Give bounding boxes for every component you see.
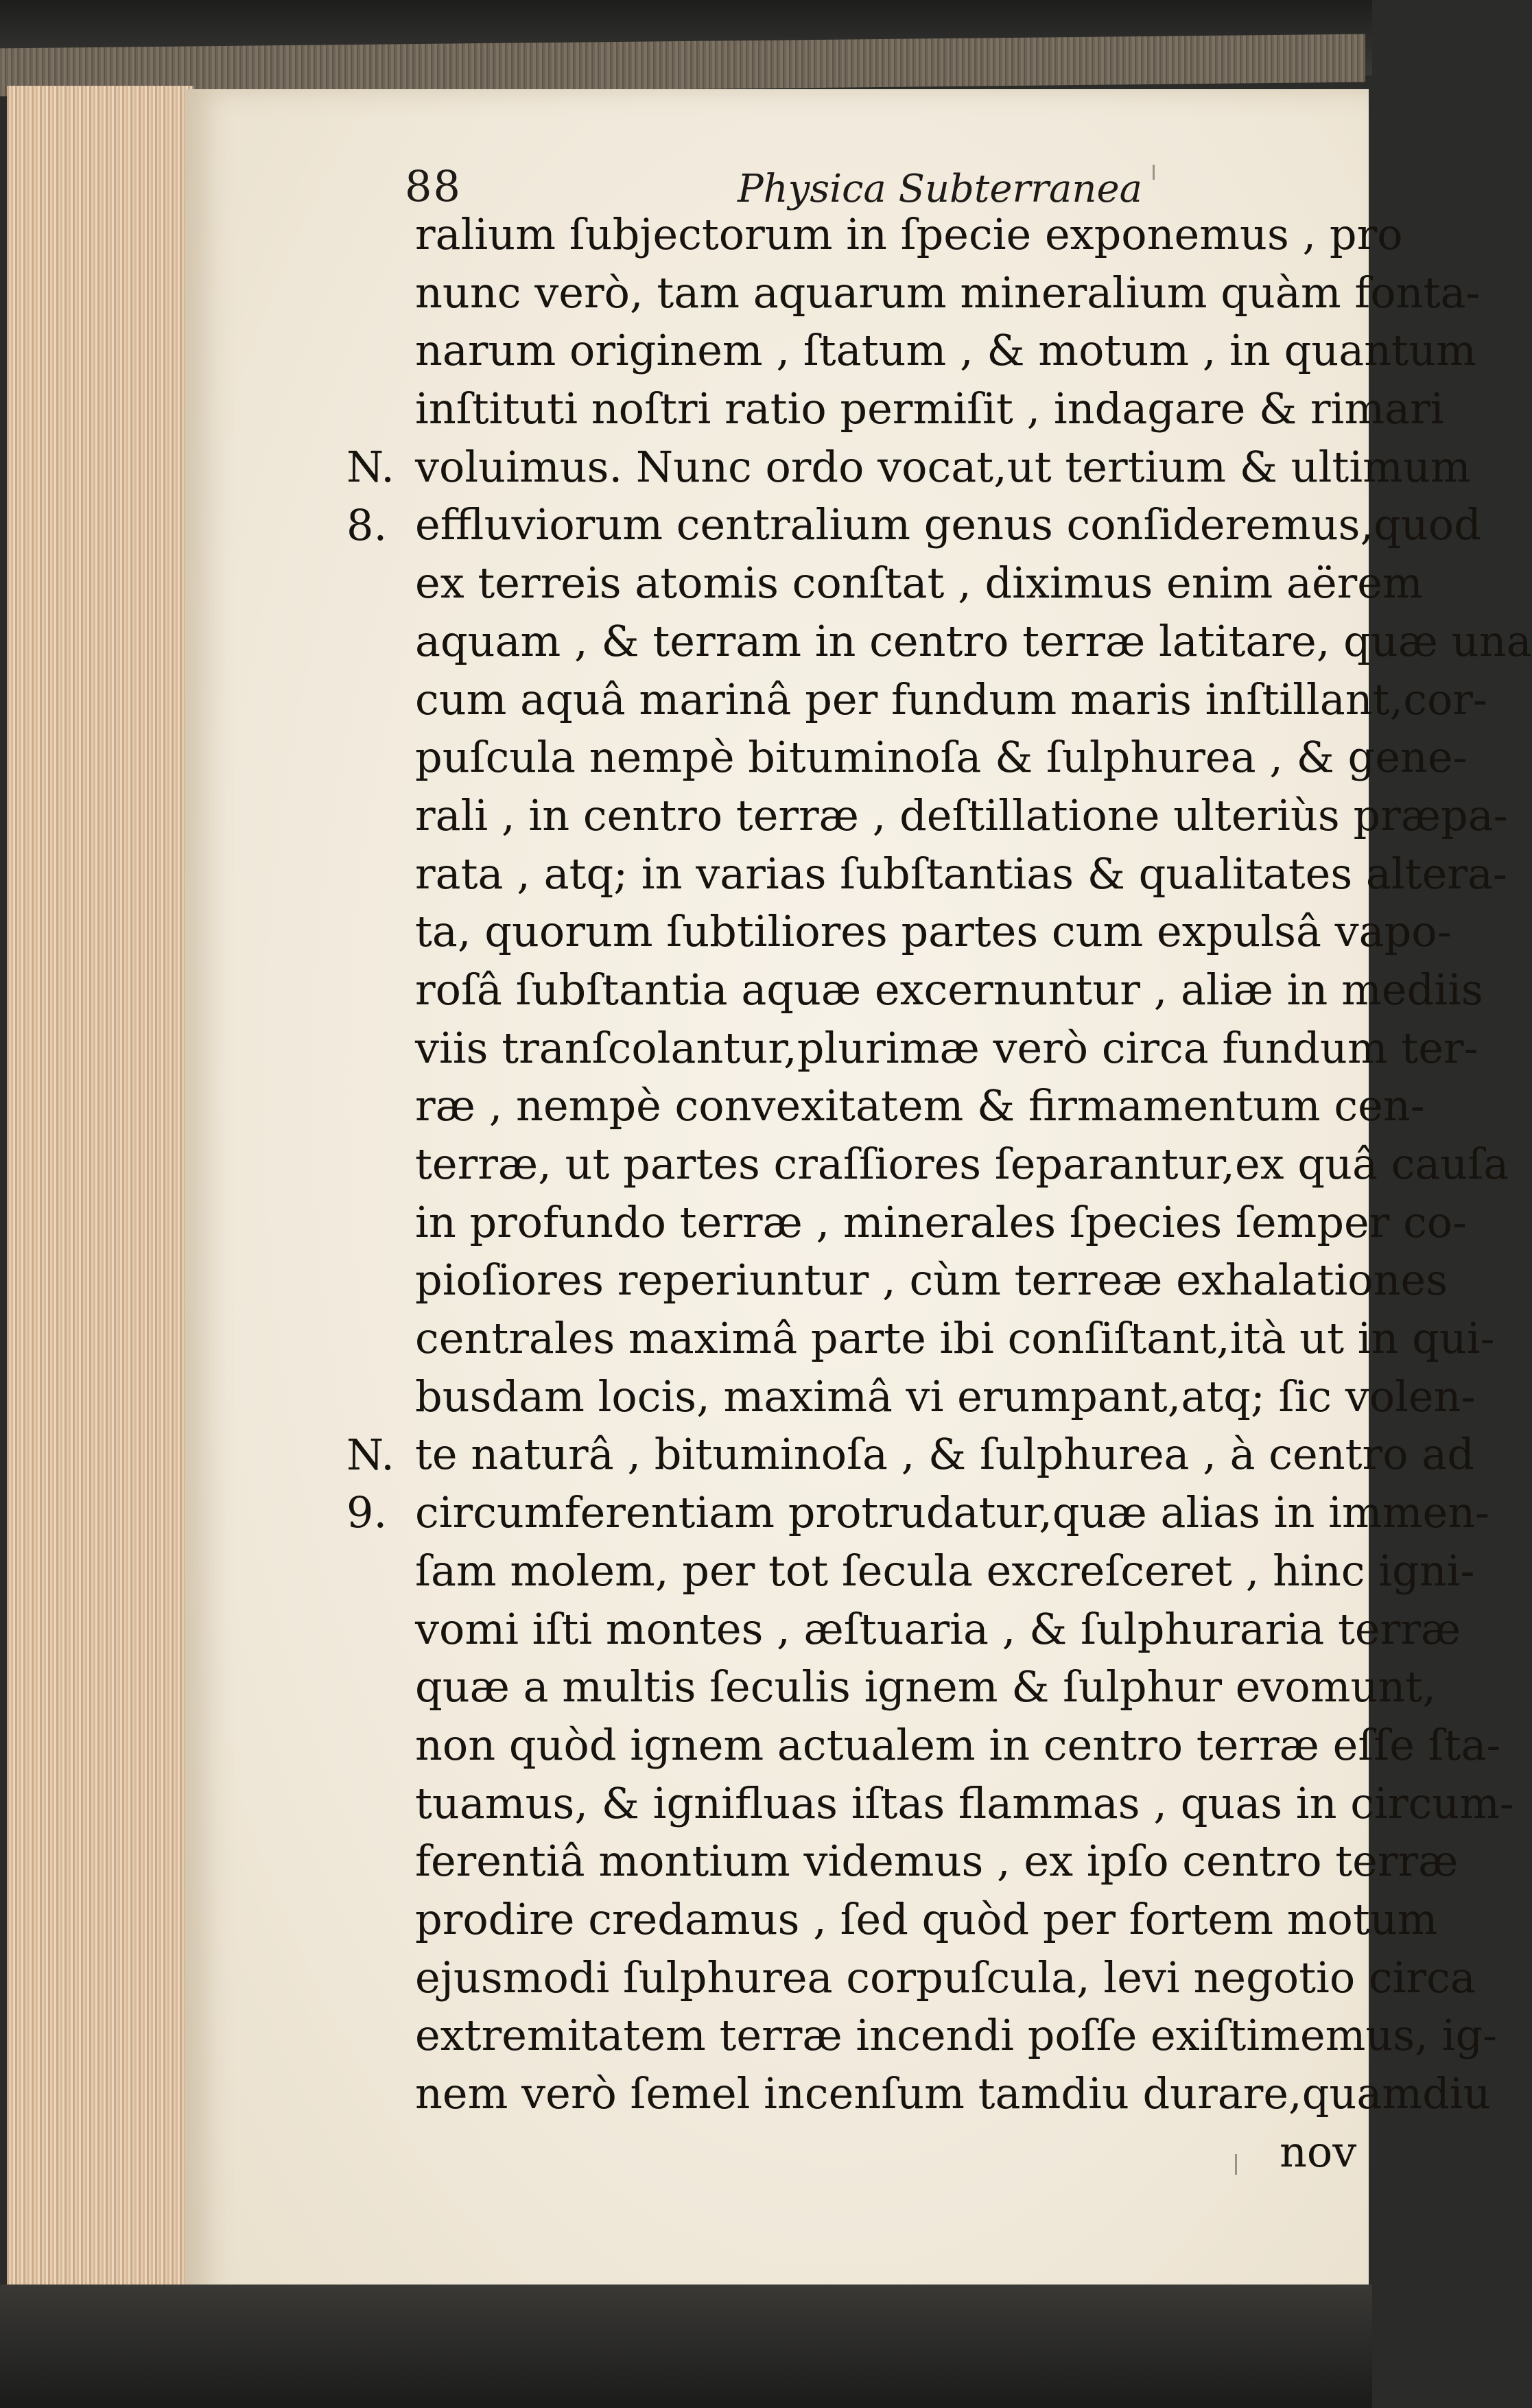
text-line: voluimus. Nunc ordo vocat,ut tertium & ultimum	[415, 441, 1471, 492]
text-line: nov	[1280, 2126, 1357, 2177]
text-line: busdam locis, maximâ vi erumpant,atq; ſic volen-	[415, 1371, 1476, 1421]
text-line: in profundo terræ , minerales ſpecies ſemper co-	[415, 1196, 1468, 1247]
page-number: 88	[405, 161, 462, 211]
text-line: ejusmodi ſulphurea corpuſcula, levi negotio circa	[415, 1952, 1476, 2003]
page-block-edge	[7, 86, 193, 2315]
text-line: aquam , & terram in centro terræ latitare, quæ una	[415, 615, 1532, 666]
text-line: effluviorum centralium genus conſideremus,quod	[415, 499, 1481, 550]
paper-speck	[1235, 2154, 1237, 2175]
marginal-note: 9.	[346, 1487, 388, 1538]
text-line: ex terreis atomis conſtat , diximus enim aërem	[415, 558, 1423, 609]
text-line: roſâ ſubſtantia aquæ excernuntur , aliæ in mediis	[415, 964, 1483, 1015]
text-line: pioſiores reperiuntur , cùm terreæ exhalationes	[415, 1255, 1448, 1306]
running-title: Physica Subterranea	[738, 167, 1143, 211]
paper-speck	[1153, 165, 1155, 180]
marginal-note: N.	[346, 441, 394, 492]
text-line: ſam molem, per tot ſecula excreſceret , hinc igni-	[415, 1545, 1475, 1596]
text-line: nem verò ſemel incenſum tamdiu durare,quamdiu	[415, 2068, 1491, 2118]
text-line: non quòd ignem actualem in centro terræ eſſe ſta-	[415, 1719, 1501, 1770]
text-line: quæ a multis ſeculis ignem & ſulphur evomunt,	[415, 1662, 1437, 1712]
text-line: rali , in centro terræ , deſtillatione ulteriùs præpa-	[415, 790, 1508, 840]
text-line: nunc verò, tam aquarum mineralium quàm fonta-	[415, 267, 1481, 318]
text-line: ralium ſubjectorum in ſpecie exponemus , pro	[415, 209, 1403, 259]
text-line: prodire credamus , ſed quòd per fortem motum	[415, 1893, 1438, 1944]
text-line: centrales maximâ parte ibi conſiſtant,ità ut in qui-	[415, 1313, 1495, 1364]
text-line: ta, quorum ſubtiliores partes cum expulsâ vapo-	[415, 906, 1452, 957]
body-text	[415, 206, 1532, 2181]
text-line: terræ, ut partes craſſiores ſeparantur,ex quâ cauſa	[415, 1139, 1509, 1189]
text-line: ræ , nempè convexitatem & firmamentum cen-	[415, 1081, 1425, 1131]
text-line: viis tranſcolantur,plurimæ verò circa fundum ter-	[415, 1022, 1478, 1073]
text-line: rata , atq; in varias ſubſtantias & qualitates altera-	[415, 848, 1507, 899]
scanner-backdrop-bottom	[0, 2285, 1372, 2408]
text-line: cum aquâ marinâ per fundum maris inſtillant,cor-	[415, 674, 1487, 724]
text-line: extremitatem terræ incendi poſſe exiſtimemus, ig-	[415, 2010, 1498, 2061]
text-line: puſcula nempè bituminoſa & ſulphurea , & gene-	[415, 732, 1468, 783]
text-line: narum originem , ſtatum , & motum , in quantum	[415, 325, 1476, 376]
marginal-note: N.	[346, 1429, 394, 1480]
text-line: circumferentiam protrudatur,quæ alias in immen-	[415, 1487, 1490, 1538]
text-line: tuamus, & ignifluas iſtas flammas , quas in circum-	[415, 1778, 1514, 1828]
marginal-note: 8.	[346, 499, 388, 550]
text-line: vomi iſti montes , æſtuaria , & ſulphuraria terræ	[415, 1603, 1461, 1654]
text-line: te naturâ , bituminoſa , & ſulphurea , à centro ad	[415, 1429, 1474, 1480]
text-line: ferentiâ montium videmus , ex ipſo centro terræ	[415, 1836, 1459, 1887]
text-line: inſtituti noſtri ratio permiſit , indagare & rimari	[415, 383, 1444, 434]
